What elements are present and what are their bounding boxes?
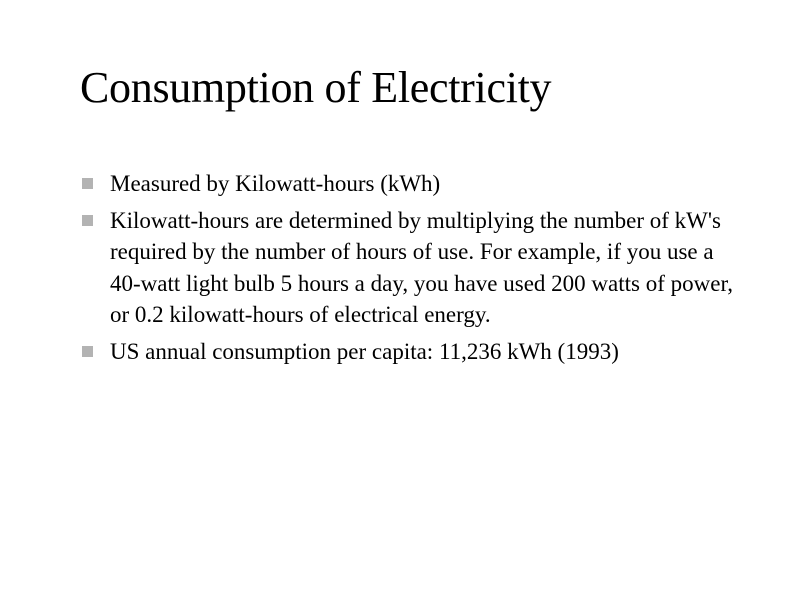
bullet-list bbox=[80, 168, 740, 372]
bullet-text: US annual consumption per capita: 11,236 kWh (1993) bbox=[110, 338, 619, 364]
square-bullet-icon bbox=[82, 178, 93, 189]
slide-title: Consumption of Electricity bbox=[80, 63, 552, 112]
square-bullet-icon bbox=[82, 346, 93, 357]
bullet-text: Kilowatt-hours are determined by multiplying the number of kW's required by the number of hours of use. For example, if you use a 40-watt light bulb 5 hours a day, you have used 200 watts of power, or 0.2 kilowatt-hours of electrical energy. bbox=[110, 207, 733, 327]
square-bullet-icon bbox=[82, 215, 93, 226]
bullet-item-us-consumption bbox=[80, 336, 740, 368]
bullet-item-measured-by bbox=[80, 168, 740, 200]
bullet-item-kilowatt-hours-explanation bbox=[80, 205, 740, 331]
bullet-text: Measured by Kilowatt-hours (kWh) bbox=[110, 171, 441, 196]
